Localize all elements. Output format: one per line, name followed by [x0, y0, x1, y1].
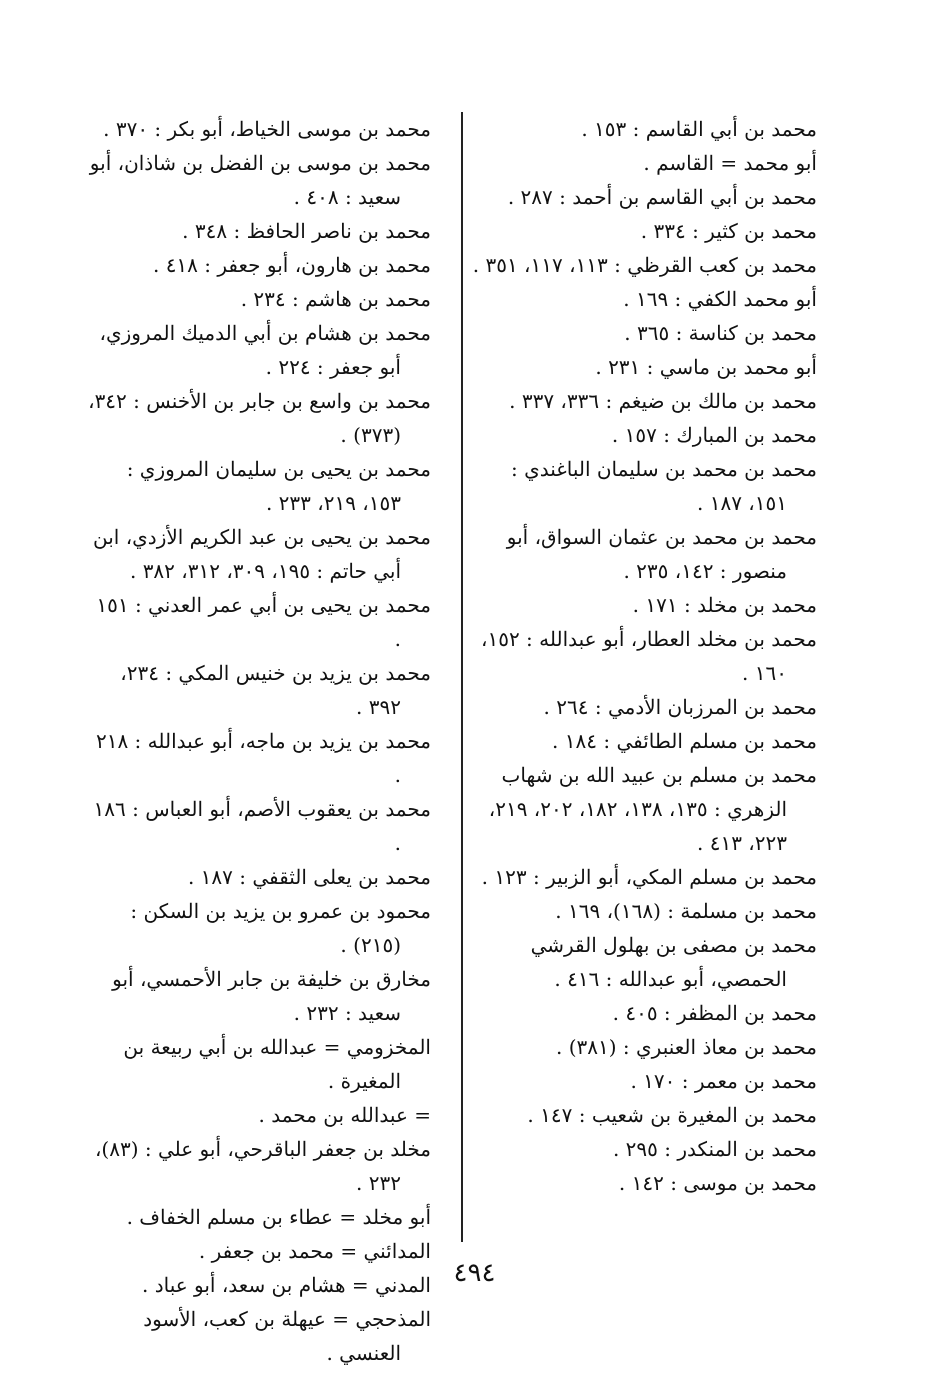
- index-entry: محمد بن مسلم بن عبيد الله بن شهاب الزهري : ١٣٥، ١٣٨، ١٨٢، ٢٠٢، ٢١٩، ٢٢٣، ٤١٣ .: [488, 763, 817, 855]
- page-number: ٤٩٤: [453, 1258, 496, 1288]
- index-entry: محمد بن هارون، أبو جعفر : ٤١٨ .: [152, 253, 431, 277]
- index-column-left: [86, 112, 431, 1370]
- index-entry: محمد بن واسع بن جابر بن الأخنس : ٣٤٢، (٣٧٣) .: [88, 389, 431, 447]
- index-entry: محمد بن يحيى بن أبي عمر العدني : ١٥١ .: [96, 593, 431, 651]
- index-entry: محمد بن المرزبان الأدمي : ٢٦٤ .: [543, 695, 817, 719]
- index-entry: محمد بن هاشم : ٢٣٤ .: [240, 287, 431, 311]
- index-entry: محمد بن المغيرة بن شعيب : ١٤٧ .: [527, 1103, 817, 1127]
- index-entry: محمد بن يحيى بن عبد الكريم الأزدي، ابن أبي حاتم : ١٩٥، ٣٠٩، ٣١٢، ٣٨٢ .: [92, 525, 431, 583]
- index-entry: محمد بن موسى بن الفضل بن شاذان، أبو سعيد : ٤٠٨ .: [89, 151, 431, 209]
- index-entry: المدائني = محمد بن جعفر .: [198, 1239, 431, 1263]
- index-entry: محمد بن مالك بن ضيغم : ٣٣٦، ٣٣٧ .: [509, 389, 817, 413]
- index-entry: محمد بن يزيد بن خنيس المكي : ٢٣٤، ٣٩٢ .: [120, 661, 431, 719]
- index-entry: محمد بن مخلد العطار، أبو عبدالله : ١٥٢، ١٦٠ .: [481, 627, 817, 685]
- index-entry: محمد بن معاذ العنبري : (٣٨١) .: [556, 1035, 817, 1059]
- index-entry: محمد بن يعقوب الأصم، أبو العباس : ١٨٦ .: [93, 797, 431, 855]
- index-entry: محمد بن مسلم المكي، أبو الزبير : ١٢٣ .: [481, 865, 817, 889]
- index-entry: محمد بن المبارك : ١٥٧ .: [611, 423, 817, 447]
- index-entry: محمد بن مخلد : ١٧١ .: [632, 593, 817, 617]
- index-entry: أبو محمد = القاسم .: [643, 151, 817, 175]
- index-entry: مخلد بن جعفر الباقرحي، أبو علي : (٨٣)، ٢٣٢ .: [94, 1137, 431, 1195]
- index-entry: محمد بن يعلى الثقفي : ١٨٧ .: [187, 865, 431, 889]
- index-entry: المخزومي = عبدالله بن أبي ربيعة بن المغيرة .: [123, 1035, 431, 1093]
- index-entry: محمد بن مسلم الطائفي : ١٨٤ .: [552, 729, 817, 753]
- index-entry: محمد بن أبي القاسم بن أحمد : ٢٨٧ .: [507, 185, 817, 209]
- index-entry: محمد بن محمد بن عثمان السواق، أبو منصور : ١٤٢، ٢٣٥ .: [506, 525, 817, 583]
- index-entry: محمد بن معمر : ١٧٠ .: [630, 1069, 817, 1093]
- index-entry: المدني = هشام بن سعد، أبو عباد .: [141, 1273, 431, 1297]
- index-entry: محمد بن ناصر الحافظ : ٣٤٨ .: [182, 219, 431, 243]
- index-entry: محمد بن أبي القاسم : ١٥٣ .: [581, 117, 817, 141]
- index-entry: محمد بن مصفى بن بهلول القرشي الحمصي، أبو عبدالله : ٤١٦ .: [530, 933, 817, 991]
- index-entry: محمد بن محمد بن سليمان الباغندي : ١٥١، ١٨٧ .: [510, 457, 817, 515]
- index-entry: المذحجي = عيهلة بن كعب، الأسود العنسي .: [143, 1307, 431, 1365]
- index-entry: محمود بن عمرو بن يزيد بن السكن : (٢١٥) .: [130, 899, 431, 957]
- index-entry: محمد بن موسى الخياط، أبو بكر : ٣٧٠ .: [103, 117, 431, 141]
- index-entry: محمد بن موسى : ١٤٢ .: [618, 1171, 817, 1195]
- index-entry: محمد بن المنكدر : ٢٩٥ .: [612, 1137, 817, 1161]
- index-entry: محمد بن يحيى بن سليمان المروزي : ١٥٣، ٢١٩، ٢٣٣ .: [126, 457, 431, 515]
- index-entry: محمد بن هشام بن أبي الدميك المروزي، أبو جعفر : ٢٢٤ .: [99, 321, 431, 379]
- column-divider: [461, 112, 463, 1242]
- index-entry: محمد بن كناسة : ٣٦٥ .: [624, 321, 817, 345]
- index-entry: أبو مخلد = عطاء بن مسلم الخفاف .: [126, 1205, 431, 1229]
- index-entry: مخارق بن خليفة بن جابر الأحمسي، أبو سعيد : ٢٣٢ .: [112, 967, 431, 1025]
- index-entry: محمد بن المظفر : ٤٠٥ .: [612, 1001, 817, 1025]
- index-entry: محمد بن مسلمة : (١٦٨)، ١٦٩ .: [555, 899, 817, 923]
- index-entry: محمد بن يزيد بن ماجه، أبو عبدالله : ٢١٨ .: [95, 729, 431, 787]
- index-entry: محمد بن كعب القرظي : ١١٣، ١١٧، ٣٥١ .: [472, 253, 817, 277]
- index-entry: = عبدالله بن محمد .: [258, 1103, 431, 1127]
- index-entry: أبو محمد الكفي : ١٦٩ .: [623, 287, 817, 311]
- index-entry: محمد بن كثير : ٣٣٤ .: [640, 219, 817, 243]
- index-column-right: [467, 112, 817, 1200]
- index-entry: أبو محمد بن ماسي : ٢٣١ .: [595, 355, 817, 379]
